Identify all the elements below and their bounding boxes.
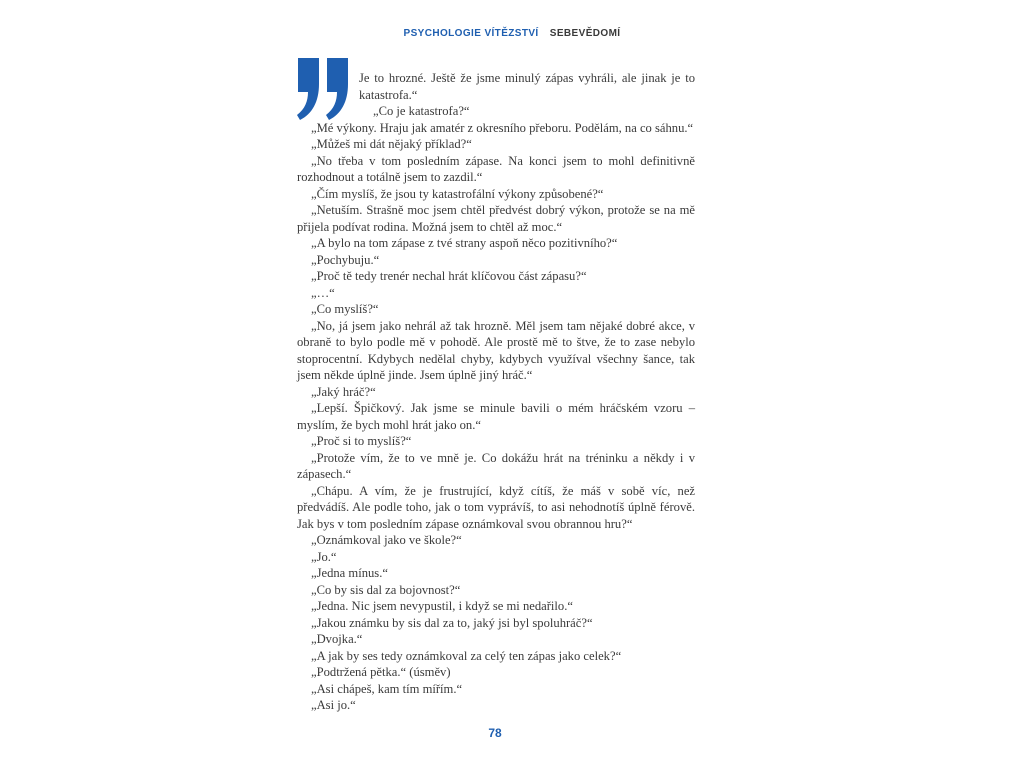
paragraph: „A bylo na tom zápase z tvé strany aspoň něco pozitivního?“ [311, 236, 618, 250]
paragraph: „Protože vím, že to ve mně je. Co dokážu hrát na tréninku a někdy i v zápasech.“ [297, 450, 695, 481]
paragraph: „Co myslíš?“ [311, 302, 379, 316]
paragraph: „Netuším. Strašně moc jsem chtěl předvést dobrý výkon, protože se na mě přijela podívat rodina. Možná jsem to chtěl až moc.“ [297, 203, 695, 234]
paragraph: Je to hrozné. Ještě že jsme minulý zápas vyhráli, ale jinak je to katastrofa.“ [359, 71, 695, 102]
paragraph: „Asi chápeš, kam tím mířím.“ [311, 681, 463, 696]
paragraph: „Jakou známku by sis dal za to, jaký jsi byl spoluhráč?“ [311, 615, 593, 630]
paragraph: „Co je katastrofa?“ [373, 104, 470, 118]
paragraph: „Co by sis dal za bojovnost?“ [311, 582, 461, 597]
chapter-title: SEBEVĚDOMÍ [549, 28, 621, 39]
paragraph: „Asi jo.“ [311, 698, 356, 712]
paragraph: „Pochybuju.“ [311, 252, 380, 267]
paragraph: „Chápu. A vím, že je frustrující, když cítíš, že máš v sobě víc, než předvádíš. Ale podle toho, jak o tom vyprávíš, to asi nehodnotíš úplně férově. Jak bys v tom posledním zápase oznámkoval svou obrannou hru?“ [297, 483, 695, 531]
paragraph: „Jaký hráč?“ [311, 384, 376, 399]
paragraph: „Mé výkony. Hraju jak amatér z okresního přeboru. Podělám, na co sáhnu.“ [311, 120, 694, 135]
paragraph: „A jak by ses tedy oznámkoval za celý ten zápas jako celek?“ [311, 648, 622, 663]
dialogue-text [297, 70, 695, 714]
paragraph: „…“ [311, 285, 335, 300]
paragraph: „Proč tě tedy trenér nechal hrát klíčovou část zápasu?“ [311, 269, 587, 283]
paragraph: „Jo.“ [311, 549, 337, 564]
paragraph: „Jedna. Nic jsem nevypustil, i když se mi nedařilo.“ [311, 599, 573, 613]
paragraph: „Lepší. Špičkový. Jak jsme se minule bavili o mém hráčském vzoru – myslím, že bych mohl hrát jako on.“ [297, 401, 695, 432]
running-header [0, 28, 1024, 39]
paragraph: „Oznámkoval jako ve škole?“ [311, 533, 462, 547]
paragraph: „Můžeš mi dát nějaký příklad?“ [311, 137, 472, 151]
book-title: PSYCHOLOGIE VÍTĚZSTVÍ [403, 28, 539, 39]
paragraph: „Dvojka.“ [311, 632, 363, 646]
paragraph: „No, já jsem jako nehrál až tak hrozně. Měl jsem tam nějaké dobré akce, v obraně to bylo podle mě v pohodě. Ale prostě mě to štve, že to zase nebylo stoprocentní. Kdybych nedělal chyby, kdybych využíval všechny šance, tak jsem někde úplně jinde. Jsem úplně jiný hráč.“ [297, 318, 695, 382]
paragraph: „Jedna mínus.“ [311, 566, 388, 580]
page-number: 78 [488, 726, 502, 740]
paragraph: „No třeba v tom posledním zápase. Na konci jsem to mohl definitivně rozhodnout a totálně jsem to zazdil.“ [297, 153, 695, 184]
paragraph: „Podtržená pětka.“ (úsměv) [311, 665, 451, 679]
paragraph: „Proč si to myslíš?“ [311, 434, 412, 448]
paragraph: „Čím myslíš, že jsou ty katastrofální výkony způsobené?“ [311, 186, 604, 201]
